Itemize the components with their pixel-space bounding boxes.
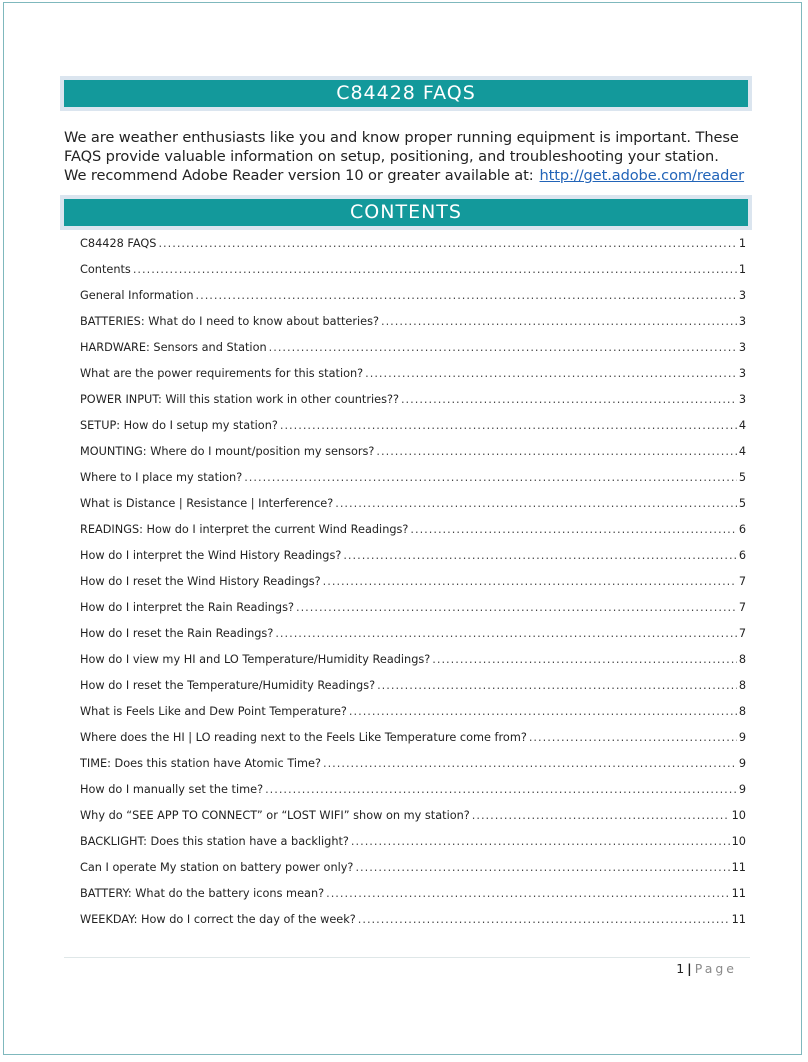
- toc-entry-title: Where to I place my station?: [80, 471, 243, 484]
- toc-entry-page: 10: [731, 809, 746, 822]
- toc-dot-leader: [275, 627, 736, 640]
- toc-dot-leader: [472, 809, 730, 822]
- toc-entry[interactable]: [80, 237, 746, 263]
- table-of-contents: [80, 237, 746, 939]
- toc-entry[interactable]: [80, 549, 746, 575]
- toc-dot-leader: [296, 601, 737, 614]
- toc-entry[interactable]: [80, 445, 746, 471]
- toc-entry-page: 11: [731, 861, 746, 874]
- toc-entry-page: 3: [738, 341, 746, 354]
- toc-entry-page: 8: [738, 679, 746, 692]
- contents-banner: [60, 195, 752, 230]
- toc-entry-title: READINGS: How do I interpret the current Wind Readings?: [80, 523, 409, 536]
- toc-dot-leader: [365, 367, 737, 380]
- toc-dot-leader: [133, 263, 737, 276]
- contents-heading: CONTENTS: [64, 199, 748, 226]
- toc-entry-title: Where does the HI | LO reading next to the Feels Like Temperature come from?: [80, 731, 527, 744]
- toc-dot-leader: [401, 393, 737, 406]
- toc-dot-leader: [381, 315, 737, 328]
- toc-entry-page: 3: [738, 393, 746, 406]
- toc-entry[interactable]: [80, 367, 746, 393]
- toc-entry-title: How do I reset the Wind History Readings?: [80, 575, 321, 588]
- toc-entry[interactable]: [80, 341, 746, 367]
- toc-dot-leader: [355, 861, 729, 874]
- toc-entry[interactable]: [80, 835, 746, 861]
- toc-entry-page: 4: [738, 445, 746, 458]
- toc-entry-title: How do I interpret the Wind History Readings?: [80, 549, 342, 562]
- toc-entry-title: General Information: [80, 289, 194, 302]
- toc-entry-title: BACKLIGHT: Does this station have a backlight?: [80, 835, 349, 848]
- toc-entry[interactable]: [80, 601, 746, 627]
- toc-entry-title: Contents: [80, 263, 131, 276]
- toc-entry-page: 9: [738, 757, 746, 770]
- toc-entry[interactable]: [80, 757, 746, 783]
- toc-dot-leader: [244, 471, 737, 484]
- footer-divider: [64, 957, 750, 958]
- toc-entry[interactable]: [80, 731, 746, 757]
- toc-entry-title: C84428 FAQS: [80, 237, 157, 250]
- toc-entry-page: 8: [738, 705, 746, 718]
- toc-dot-leader: [196, 289, 737, 302]
- toc-entry-title: TIME: Does this station have Atomic Time?: [80, 757, 321, 770]
- toc-entry-title: Why do “SEE APP TO CONNECT” or “LOST WIFI” show on my station?: [80, 809, 470, 822]
- toc-entry-title: How do I interpret the Rain Readings?: [80, 601, 294, 614]
- toc-entry[interactable]: [80, 705, 746, 731]
- toc-entry-title: WEEKDAY: How do I correct the day of the week?: [80, 913, 356, 926]
- toc-dot-leader: [326, 887, 730, 900]
- toc-entry-title: What is Feels Like and Dew Point Temperature?: [80, 705, 347, 718]
- toc-entry-page: 3: [738, 367, 746, 380]
- toc-entry-page: 1: [738, 263, 746, 276]
- toc-entry-title: What are the power requirements for this station?: [80, 367, 364, 380]
- toc-entry-title: BATTERIES: What do I need to know about batteries?: [80, 315, 379, 328]
- toc-entry-page: 7: [738, 601, 746, 614]
- toc-entry[interactable]: [80, 419, 746, 445]
- toc-dot-leader: [432, 653, 737, 666]
- toc-entry-page: 5: [738, 497, 746, 510]
- toc-entry-title: MOUNTING: Where do I mount/position my sensors?: [80, 445, 375, 458]
- toc-entry-page: 9: [738, 783, 746, 796]
- toc-entry-page: 3: [738, 289, 746, 302]
- toc-entry-title: POWER INPUT: Will this station work in other countries??: [80, 393, 399, 406]
- footer-separator: |: [687, 961, 692, 976]
- toc-entry-title: How do I manually set the time?: [80, 783, 264, 796]
- toc-entry-page: 6: [738, 523, 746, 536]
- toc-entry[interactable]: [80, 575, 746, 601]
- toc-entry-page: 8: [738, 653, 746, 666]
- toc-dot-leader: [335, 497, 737, 510]
- title-banner: [60, 76, 752, 111]
- toc-entry-page: 3: [738, 315, 746, 328]
- intro-line-3: [64, 166, 754, 185]
- toc-entry[interactable]: [80, 887, 746, 913]
- toc-entry-title: SETUP: How do I setup my station?: [80, 419, 278, 432]
- toc-entry[interactable]: [80, 497, 746, 523]
- toc-dot-leader: [269, 341, 737, 354]
- toc-entry-title: How do I reset the Rain Readings?: [80, 627, 274, 640]
- toc-dot-leader: [343, 549, 736, 562]
- toc-entry-title: HARDWARE: Sensors and Station: [80, 341, 267, 354]
- toc-dot-leader: [265, 783, 737, 796]
- toc-entry-title: How do I view my HI and LO Temperature/Humidity Readings?: [80, 653, 431, 666]
- toc-entry-page: 7: [738, 575, 746, 588]
- toc-dot-leader: [529, 731, 737, 744]
- toc-entry-page: 11: [731, 887, 746, 900]
- toc-entry[interactable]: [80, 653, 746, 679]
- toc-entry-title: BATTERY: What do the battery icons mean?: [80, 887, 325, 900]
- toc-entry[interactable]: [80, 809, 746, 835]
- adobe-reader-link[interactable]: http://get.adobe.com/reader: [539, 167, 745, 184]
- toc-entry[interactable]: [80, 471, 746, 497]
- toc-entry[interactable]: [80, 783, 746, 809]
- toc-entry-page: 6: [738, 549, 746, 562]
- intro-line-1: We are weather enthusiasts like you and know proper running equipment is important. These: [64, 129, 739, 146]
- toc-dot-leader: [280, 419, 737, 432]
- footer-page-number: 1: [676, 961, 685, 976]
- toc-dot-leader: [351, 835, 730, 848]
- toc-entry-title: Can I operate My station on battery power only?: [80, 861, 354, 874]
- toc-dot-leader: [323, 757, 737, 770]
- toc-entry[interactable]: [80, 393, 746, 419]
- toc-entry-title: How do I reset the Temperature/Humidity Readings?: [80, 679, 376, 692]
- toc-entry[interactable]: [80, 861, 746, 887]
- page-footer: [676, 961, 737, 976]
- toc-entry[interactable]: [80, 263, 746, 289]
- toc-dot-leader: [376, 445, 736, 458]
- page-title: C84428 FAQS: [64, 80, 748, 107]
- toc-entry[interactable]: [80, 315, 746, 341]
- toc-dot-leader: [377, 679, 737, 692]
- toc-entry-page: 11: [731, 913, 746, 926]
- footer-page-word: Page: [694, 961, 737, 976]
- toc-dot-leader: [158, 237, 736, 250]
- toc-entry[interactable]: [80, 289, 746, 315]
- toc-dot-leader: [349, 705, 737, 718]
- toc-dot-leader: [358, 913, 730, 926]
- intro-line-2: FAQS provide valuable information on setup, positioning, and troubleshooting your station.: [64, 148, 719, 165]
- toc-entry-page: 10: [731, 835, 746, 848]
- toc-entry[interactable]: [80, 913, 746, 939]
- toc-entry-page: 4: [738, 419, 746, 432]
- toc-entry-title: What is Distance | Resistance | Interference?: [80, 497, 334, 510]
- intro-line-3-text: We recommend Adobe Reader version 10 or greater available at:: [64, 167, 534, 184]
- intro-paragraph: [64, 128, 754, 185]
- toc-entry-page: 9: [738, 731, 746, 744]
- toc-dot-leader: [410, 523, 736, 536]
- document-page: [3, 2, 802, 1055]
- toc-entry[interactable]: [80, 627, 746, 653]
- toc-entry-page: 7: [738, 627, 746, 640]
- toc-entry-page: 5: [738, 471, 746, 484]
- toc-entry-page: 1: [738, 237, 746, 250]
- toc-dot-leader: [323, 575, 737, 588]
- toc-entry[interactable]: [80, 523, 746, 549]
- toc-entry[interactable]: [80, 679, 746, 705]
